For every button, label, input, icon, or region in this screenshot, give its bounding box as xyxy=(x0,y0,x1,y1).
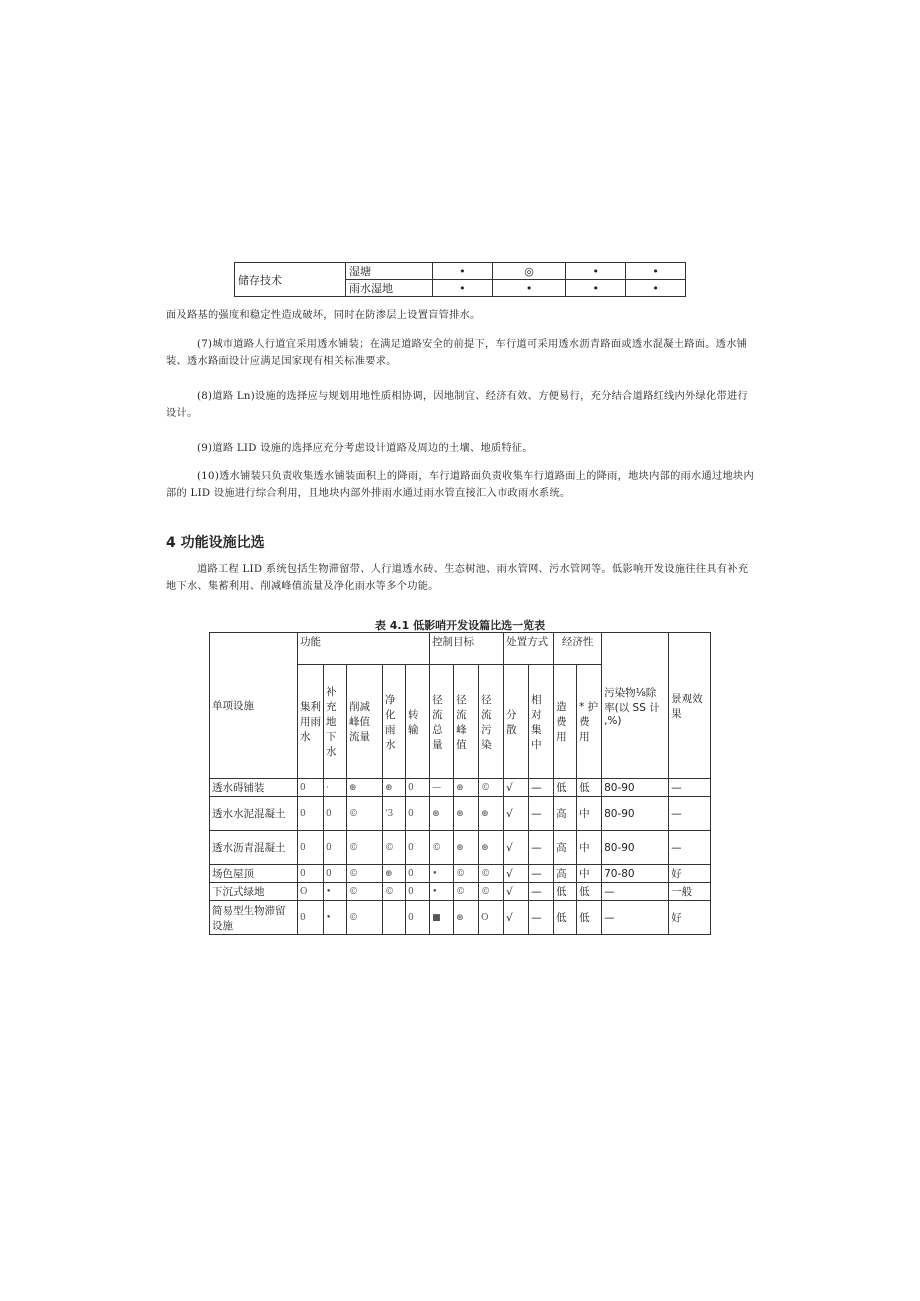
header-f5: 转输 xyxy=(406,665,430,779)
table-cell: 低 xyxy=(577,779,602,797)
table-cell xyxy=(383,901,406,935)
table-cell: 0 xyxy=(406,831,430,865)
row-name: 雨水湿地 xyxy=(346,280,433,297)
storage-tech-table xyxy=(234,262,686,297)
header-c1: 径流总量 xyxy=(430,665,454,779)
table-row xyxy=(210,883,711,901)
table-cell: √ xyxy=(504,779,529,797)
table-cell: — xyxy=(529,883,554,901)
table-cell: 70-80 xyxy=(602,865,669,883)
table-cell: 80-90 xyxy=(602,831,669,865)
table-cell: © xyxy=(454,883,479,901)
row-name: 湿塘 xyxy=(346,263,433,280)
header-landscape: 景观效果 xyxy=(669,633,711,779)
table-cell: © xyxy=(454,865,479,883)
table-cell: 高 xyxy=(554,797,577,831)
facility-name: 简易型生物滞留设施 xyxy=(210,901,298,935)
header-d2: 相对集中 xyxy=(529,665,554,779)
table-cell: — xyxy=(529,831,554,865)
table-cell: • xyxy=(626,263,686,280)
table-cell: © xyxy=(479,865,504,883)
table-cell: ⊛ xyxy=(383,865,406,883)
table-cell: ⊛ xyxy=(347,779,383,797)
table-cell: — xyxy=(669,779,711,797)
header-economy: 经济性 xyxy=(554,633,602,665)
table-cell: © xyxy=(347,901,383,935)
table-cell: 0 xyxy=(298,831,324,865)
table-cell: © xyxy=(383,831,406,865)
table-cell: — xyxy=(430,779,454,797)
table-row xyxy=(210,865,711,883)
header-f2: 补充地下水 xyxy=(324,665,347,779)
header-disposal: 处置方式 xyxy=(504,633,554,665)
facility-comparison-table xyxy=(209,632,711,935)
table-cell: © xyxy=(479,883,504,901)
facility-name: 下沉式绿地 xyxy=(210,883,298,901)
table-cell: © xyxy=(430,831,454,865)
table-cell: • xyxy=(492,280,566,297)
table-cell: 低 xyxy=(554,901,577,935)
table-cell: O xyxy=(479,901,504,935)
table-cell: ■ xyxy=(430,901,454,935)
table-cell: — xyxy=(529,797,554,831)
header-control: 控制目标 xyxy=(430,633,504,665)
table-cell: 0 xyxy=(298,779,324,797)
table-cell: — xyxy=(669,831,711,865)
paragraph: 面及路基的强度和稳定性造成破坏，同时在防渗层上设置盲管排水。 xyxy=(166,310,481,321)
paragraph: (8)道路 Ln)设施的选择应与规划用地性质相协调，因地制宜、经济有效、方便易行，充分结合道路红线内外绿化带进行设计。 xyxy=(166,391,748,419)
table-cell: ◎ xyxy=(492,263,566,280)
table-cell: 0 xyxy=(324,797,347,831)
table-cell: • xyxy=(430,883,454,901)
table-cell: • xyxy=(626,280,686,297)
table-cell: 好 xyxy=(669,865,711,883)
facility-name: 透水碍铺装 xyxy=(210,779,298,797)
section-heading: 4 功能设施比选 xyxy=(166,535,265,551)
table-cell: 0 xyxy=(298,865,324,883)
header-e2: * 护费用 xyxy=(577,665,602,779)
table-cell: — xyxy=(529,865,554,883)
table-cell: • xyxy=(566,280,626,297)
table-cell: 低 xyxy=(554,883,577,901)
header-c2: 径流峰值 xyxy=(454,665,479,779)
header-function: 功能 xyxy=(298,633,430,665)
table-cell: — xyxy=(529,779,554,797)
table-cell: • xyxy=(430,865,454,883)
table-cell: 好 xyxy=(669,901,711,935)
table-cell: © xyxy=(347,797,383,831)
table-cell: • xyxy=(566,263,626,280)
table-cell: 0 xyxy=(324,865,347,883)
table-cell: • xyxy=(433,280,493,297)
table-cell: 80-90 xyxy=(602,797,669,831)
table-cell: √ xyxy=(504,797,529,831)
table-cell: ⊛ xyxy=(454,797,479,831)
table-cell: ⊛ xyxy=(479,831,504,865)
table-cell: ⊛ xyxy=(454,831,479,865)
header-f4: 净化雨水 xyxy=(383,665,406,779)
facility-name: 透水沥青混凝土 xyxy=(210,831,298,865)
table-cell: √ xyxy=(504,831,529,865)
table-cell: 0 xyxy=(298,901,324,935)
table-cell: 0 xyxy=(298,797,324,831)
table-cell: — xyxy=(602,901,669,935)
table-cell: 中 xyxy=(577,831,602,865)
table-cell: 一般 xyxy=(669,883,711,901)
header-f3: 削减峰值流量 xyxy=(347,665,383,779)
table-row xyxy=(210,831,711,865)
header-facility: 单项设施 xyxy=(210,633,298,779)
table-cell: 中 xyxy=(577,797,602,831)
table-cell: ⊛ xyxy=(454,779,479,797)
table-row xyxy=(210,779,711,797)
table-cell: • xyxy=(324,883,347,901)
table-cell: 0 xyxy=(406,901,430,935)
table-cell: © xyxy=(479,779,504,797)
table-body xyxy=(210,779,711,935)
table-cell: √ xyxy=(504,883,529,901)
paragraph: (10)透水铺装只负责收集透水铺装面积上的降雨，车行道路面负责收集车行道路面上的降雨，地块内部的雨水通过地块内部的 LID 设施进行综合利用，且地块内部外排雨水通过雨水管直接汇入市政雨水系统。 xyxy=(166,471,754,499)
header-f1: 集利用雨水 xyxy=(298,665,324,779)
header-d1: 分散 xyxy=(504,665,529,779)
table-cell: © xyxy=(383,883,406,901)
table-cell: 低 xyxy=(554,779,577,797)
header-pollutant: 污染物⅛除率(以 SS 计 ,%) xyxy=(602,633,669,779)
table-cell: 80-90 xyxy=(602,779,669,797)
table-cell: · xyxy=(324,779,347,797)
table-cell: © xyxy=(347,883,383,901)
table-cell: — xyxy=(529,901,554,935)
table-cell: ⊛ xyxy=(479,797,504,831)
table-cell: ⊛ xyxy=(430,797,454,831)
table-cell: √ xyxy=(504,901,529,935)
table-cell: 0 xyxy=(406,779,430,797)
table-caption: 表 4.1 低影哨开发设篇比选一览表 xyxy=(374,619,546,632)
table-cell: 高 xyxy=(554,831,577,865)
facility-name: 场色屋顶 xyxy=(210,865,298,883)
paragraph: (9)道路 LID 设施的选择应充分考虑设计道路及周边的土壤、地质特征。 xyxy=(197,443,533,454)
table-cell: ⊛ xyxy=(454,901,479,935)
table-cell: '3 xyxy=(383,797,406,831)
table-cell: 低 xyxy=(577,901,602,935)
facility-name: 透水水泥混凝土 xyxy=(210,797,298,831)
table-cell: — xyxy=(669,797,711,831)
table-cell: 0 xyxy=(406,797,430,831)
category-cell: 储存技术 xyxy=(235,263,346,297)
table-cell: • xyxy=(433,263,493,280)
table-cell: ⊛ xyxy=(383,779,406,797)
table-row xyxy=(210,901,711,935)
header-e1: 造费用 xyxy=(554,665,577,779)
table-cell: 中 xyxy=(577,865,602,883)
table-row xyxy=(210,797,711,831)
table-cell: © xyxy=(347,831,383,865)
section-intro: 道路工程 LID 系统包括生物滞留带、人行道透水砖、生态树池、雨水管网、污水管网等。低影响开发设施往往具有补充地下水、集蓄利用、削减峰值流量及净化雨水等多个功能。 xyxy=(166,564,749,592)
table-cell: • xyxy=(324,901,347,935)
table-cell: 0 xyxy=(324,831,347,865)
table-cell: 低 xyxy=(577,883,602,901)
table-cell: — xyxy=(602,883,669,901)
table-cell: 高 xyxy=(554,865,577,883)
table-cell: 0 xyxy=(406,865,430,883)
table-cell: © xyxy=(347,865,383,883)
paragraph: (7)城市道路人行道宜采用透水铺装；在满足道路安全的前提下，车行道可采用透水沥青路面或透水混凝土路面。透水铺装、透水路面设计应满足国家现有相关标准要求。 xyxy=(166,339,748,367)
table-cell: O xyxy=(298,883,324,901)
table-cell: √ xyxy=(504,865,529,883)
header-c3: 径流污染 xyxy=(479,665,504,779)
table-cell: 0 xyxy=(406,883,430,901)
